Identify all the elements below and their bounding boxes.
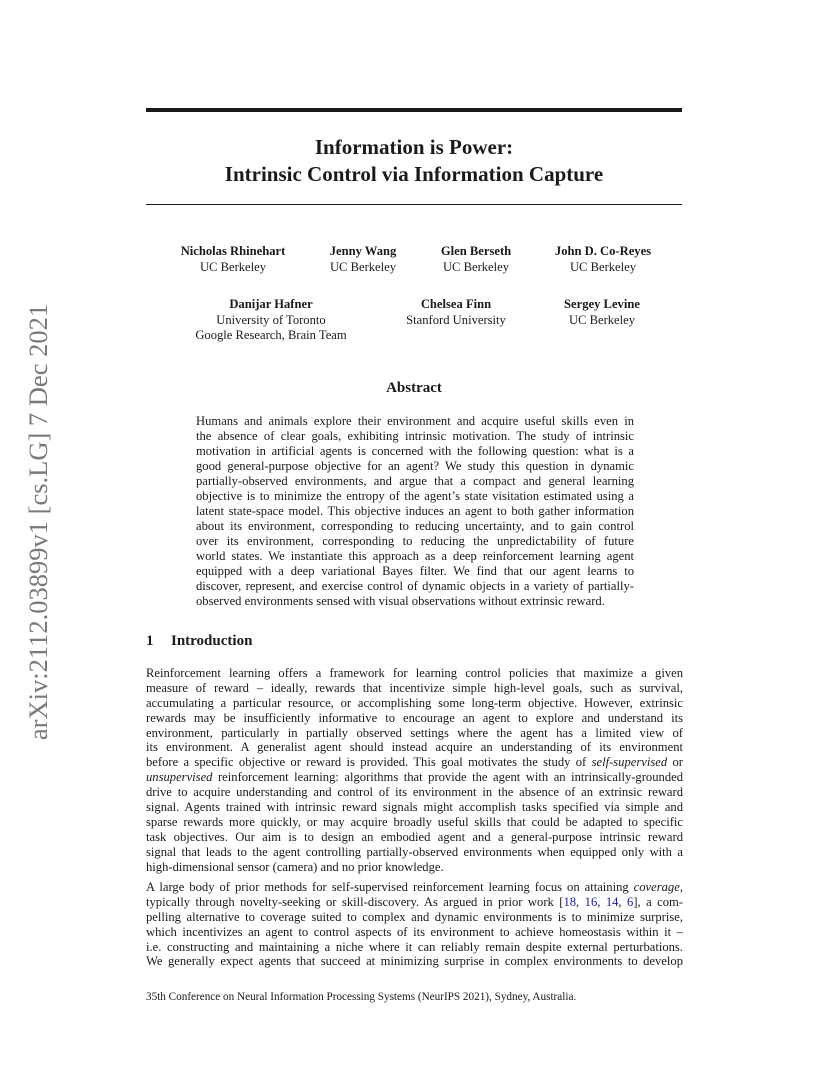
author-name: Chelsea Finn [420, 297, 492, 311]
paragraph-line [146, 755, 683, 770]
intro-paragraph-1 [146, 666, 683, 874]
abstract-line: world states. We instantiate this approach as a deep reinforcement learning agent [196, 549, 634, 563]
author-affiliation: Stanford University [406, 312, 506, 327]
paragraph-line [146, 880, 683, 895]
section-title: Introduction [171, 633, 253, 649]
abstract-line: objective is to minimize the entropy of the agent’s state visitation estimated using a [196, 489, 634, 503]
author-affiliation: University of Toronto [216, 312, 326, 327]
abstract-line: equipped with a deep variational Bayes filter. We find that our agent learns to [196, 564, 634, 578]
author-affiliation: Google Research, Brain Team [195, 328, 347, 342]
intro-paragraph-2 [146, 880, 683, 969]
paragraph-line: task objectives. Our aim is to design an embodied agent and a general-purpose intrinsic reward [146, 829, 683, 844]
paragraph-line: high-dimensional sensor (camera) and no prior knowledge. [146, 859, 444, 874]
paper-title-line-1: Information is Power: [314, 135, 514, 159]
citation-link[interactable]: 14 [605, 894, 619, 909]
author-block [546, 244, 660, 275]
author-name: Nicholas Rhinehart [180, 244, 286, 258]
abstract-line: observed environments sensed with visual observations without extrinsic reward. [196, 594, 605, 608]
abstract-line: motivation in artificial agents is concerned with the following question: what is a [196, 444, 634, 458]
text-run: reinforcement learning: algorithms that provide the agent with an intrinsically-grounded [217, 770, 683, 785]
paragraph-line: signal. Agents trained with intrinsic reward signals might accomplish tasks specified via simple and [146, 800, 683, 815]
citation-link[interactable]: 18 [563, 894, 577, 909]
abstract-heading: Abstract [386, 380, 442, 396]
paragraph-line: measure of reward – ideally, rewards that incentivize simple high-level goals, such as survival, [146, 680, 683, 695]
paragraph-line: rewards may be insufficiently informative to encourage an agent to explore and understand its [146, 710, 683, 725]
paragraph-line: drive to acquire understanding and control of its environment in the absence of an extrinsic reward [146, 785, 683, 800]
paragraph-line: sparse rewards more quickly, or may acquire broadly useful skills that could be adapted to specific [146, 814, 683, 829]
author-block [552, 297, 652, 328]
paragraph-line: typically through novelty-seeking or skill-discovery. As argued in prior work [18, 16, 14, 6], a com- [146, 894, 684, 909]
text-run: or [672, 755, 683, 770]
paper-title [146, 134, 682, 188]
text-run: ], a com- [633, 894, 684, 909]
author-block [318, 244, 408, 275]
abstract-line: partially-observed environments, and argue that a compact and general learning [196, 474, 634, 488]
emphasized-term: unsupervised [146, 770, 213, 785]
emphasized-term: self-supervised [591, 755, 668, 770]
author-affiliation: UC Berkeley [569, 259, 637, 274]
author-block [180, 297, 362, 344]
paragraph-line: We generally expect agents that succeed at minimizing surprise in complex environments to develop [146, 954, 683, 969]
citation-link[interactable]: 16 [584, 894, 598, 909]
abstract-line: about its environment, corresponding to reducing uncertainty, and to gain control [196, 519, 634, 533]
abstract-line: the absence of clear goals, exhibiting intrinsic motivation. The study of intrinsic [196, 429, 634, 443]
paragraph-line: accumulating a particular resource, or accomplishing some long-term objective. However, extrinsic [146, 695, 683, 710]
abstract-line: latent state-space model. This objective induces an agent to both gather information [196, 504, 634, 518]
text-run: A large body of prior methods for self-supervised reinforcement learning focus on attaining [146, 880, 629, 894]
author-block [396, 297, 516, 328]
abstract-line: good general-purpose objective for an agent? We study this question in dynamic [196, 459, 634, 473]
conference-footnote: 35th Conference on Neural Information Processing Systems (NeurIPS 2021), Sydney, Australia. [146, 991, 577, 1003]
paragraph-line [146, 770, 683, 785]
author-name: Glen Berseth [440, 244, 512, 258]
author-affiliation: UC Berkeley [568, 312, 636, 327]
title-top-rule [146, 108, 682, 112]
abstract-line: Humans and animals explore their environment and acquire useful skills even in [196, 414, 634, 428]
author-name: John D. Co-Reyes [554, 244, 652, 258]
title-bottom-rule [146, 204, 682, 205]
paragraph-line: pelling alternative to coverage suited to complex and dynamic environments is to minimize surprise, [146, 909, 683, 924]
author-affiliation: UC Berkeley [199, 259, 267, 274]
section-heading [146, 632, 252, 650]
text-run: , [679, 880, 683, 894]
author-block [428, 244, 524, 275]
section-number: 1 [146, 633, 154, 649]
emphasized-term: coverage [633, 880, 680, 894]
paper-title-line-2: Intrinsic Control via Information Capture [224, 162, 604, 186]
paragraph-line: its environment. A generalist agent should instead acquire an understanding of its environment [146, 740, 683, 755]
text-run: typically through novelty-seeking or skill-discovery. As argued in prior work [ [146, 894, 564, 909]
author-name: Sergey Levine [564, 297, 640, 311]
author-block [170, 244, 296, 275]
abstract-body [196, 414, 634, 609]
paragraph-line: signal that leads to the agent controlling partially-observed environments when equipped only with a [146, 844, 683, 859]
abstract-line: over its environment, corresponding to reducing the unpredictability of future [196, 534, 634, 548]
text-run: before a specific objective or reward is provided. This goal motivates the study of [146, 755, 587, 770]
arxiv-identifier: arXiv:2112.03899v1 [cs.LG] 7 Dec 2021 [23, 303, 53, 741]
paragraph-line: Reinforcement learning offers a framework for learning control policies that maximize a given [146, 666, 683, 680]
author-name: Danijar Hafner [229, 297, 313, 311]
paragraph-line: i.e. constructing and maintaining a niche where it can reliably remain despite external perturbations. [146, 939, 683, 954]
abstract-line: discover, represent, and exercise control of dynamic objects in a variety of partially- [196, 579, 634, 593]
paragraph-line: environment, particularly in partially observed settings where the agent has a limited view of [146, 725, 683, 740]
citation-link[interactable]: 6 [627, 894, 634, 909]
author-name: Jenny Wang [329, 244, 397, 258]
author-affiliation: UC Berkeley [329, 259, 397, 274]
paragraph-line: which incentivizes an agent to control aspects of its environment to achieve homeostasis within it – [146, 924, 683, 939]
author-affiliation: UC Berkeley [442, 259, 510, 274]
